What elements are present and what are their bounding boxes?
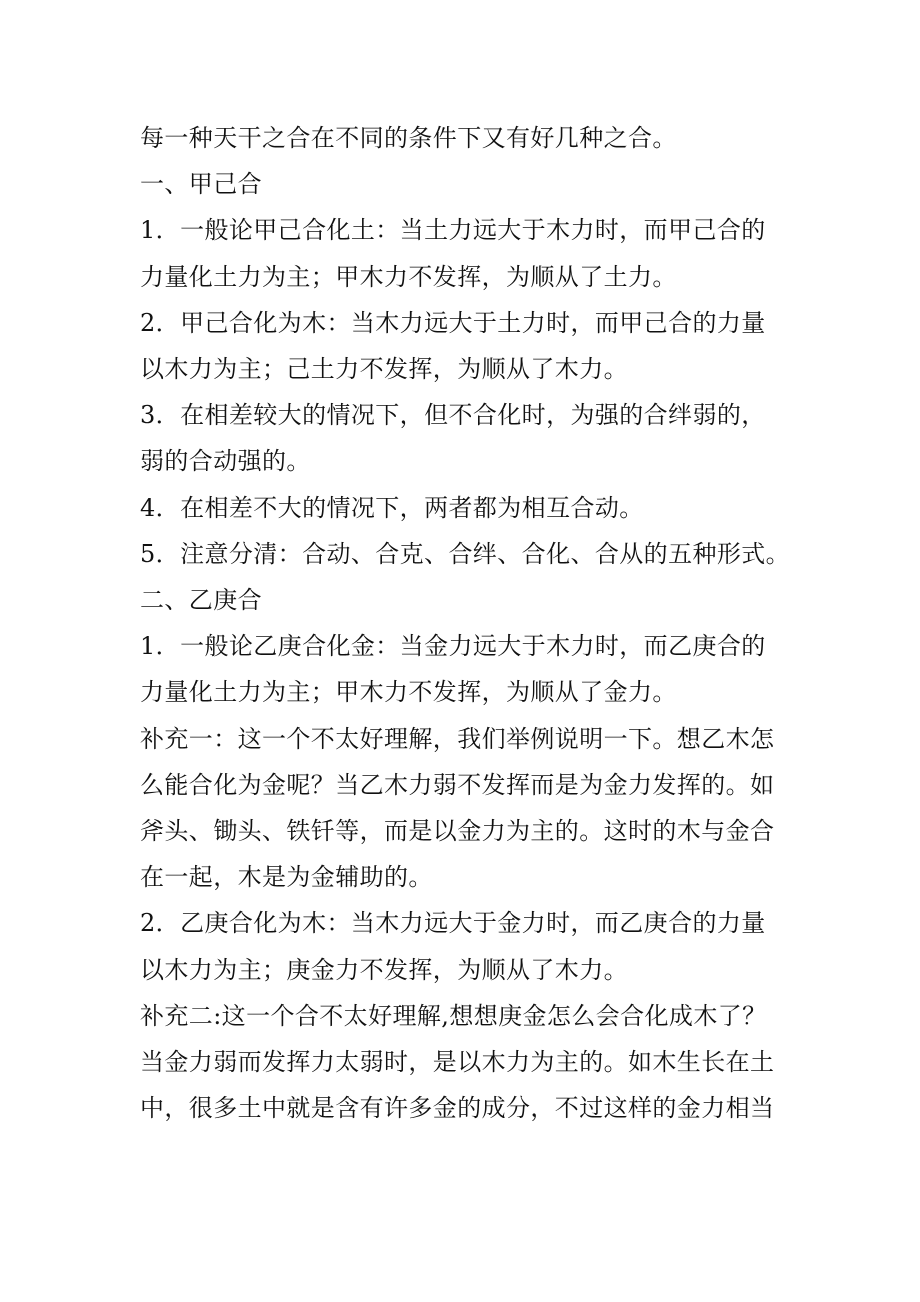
text-line: 2．乙庚合化为木：当木力远大于金力时，而乙庚合的力量 xyxy=(140,909,766,938)
text-line: 么能合化为金呢？当乙木力弱不发挥而是为金力发挥的。如 xyxy=(140,770,775,799)
text-line: 每一种天干之合在不同的条件下又有好几种之合。 xyxy=(140,124,677,152)
text-line: 斧头、锄头、铁钎等，而是以金力为主的。这时的木与金合 xyxy=(140,817,775,846)
text-line: 2．甲己合化为木：当木力远大于土力时，而甲己合的力量 xyxy=(140,308,766,337)
text-line: 补充二:这一个合不太好理解,想想庚金怎么会合化成木了？ xyxy=(140,1001,767,1030)
text-line: 补充一：这一个不太好理解，我们举例说明一下。想乙木怎 xyxy=(140,724,775,753)
text-line: 当金力弱而发挥力太弱时，是以木力为主的。如木生长在土 xyxy=(140,1048,775,1077)
text-line: 力量化土力为主；甲木力不发挥，为顺从了土力。 xyxy=(140,262,677,291)
text-line: 1．一般论乙庚合化金：当金力远大于木力时，而乙庚合的 xyxy=(140,632,766,661)
section-heading-yi-geng: 二、乙庚合 xyxy=(140,586,262,615)
text-line: 以木力为主；己土力不发挥，为顺从了木力。 xyxy=(140,355,628,384)
section-heading-jia-ji: 一、甲己合 xyxy=(140,170,262,199)
text-line: 4．在相差不大的情况下，两者都为相互合动。 xyxy=(140,493,644,522)
document-body xyxy=(140,115,800,1131)
text-line: 以木力为主；庚金力不发挥，为顺从了木力。 xyxy=(140,955,628,984)
text-line: 3．在相差较大的情况下，但不合化时，为强的合绊弱的， xyxy=(140,401,766,430)
text-line: 弱的合动强的。 xyxy=(140,447,311,476)
text-line: 中，很多土中就是含有许多金的成分，不过这样的金力相当 xyxy=(140,1094,775,1123)
text-line: 在一起，木是为金辅助的。 xyxy=(140,863,433,892)
text-line: 力量化土力为主；甲木力不发挥，为顺从了金力。 xyxy=(140,678,677,707)
text-line: 1．一般论甲己合化土：当土力远大于木力时，而甲己合的 xyxy=(140,216,766,245)
text-line: 5．注意分清：合动、合克、合绊、合化、合从的五种形式。 xyxy=(140,539,791,568)
